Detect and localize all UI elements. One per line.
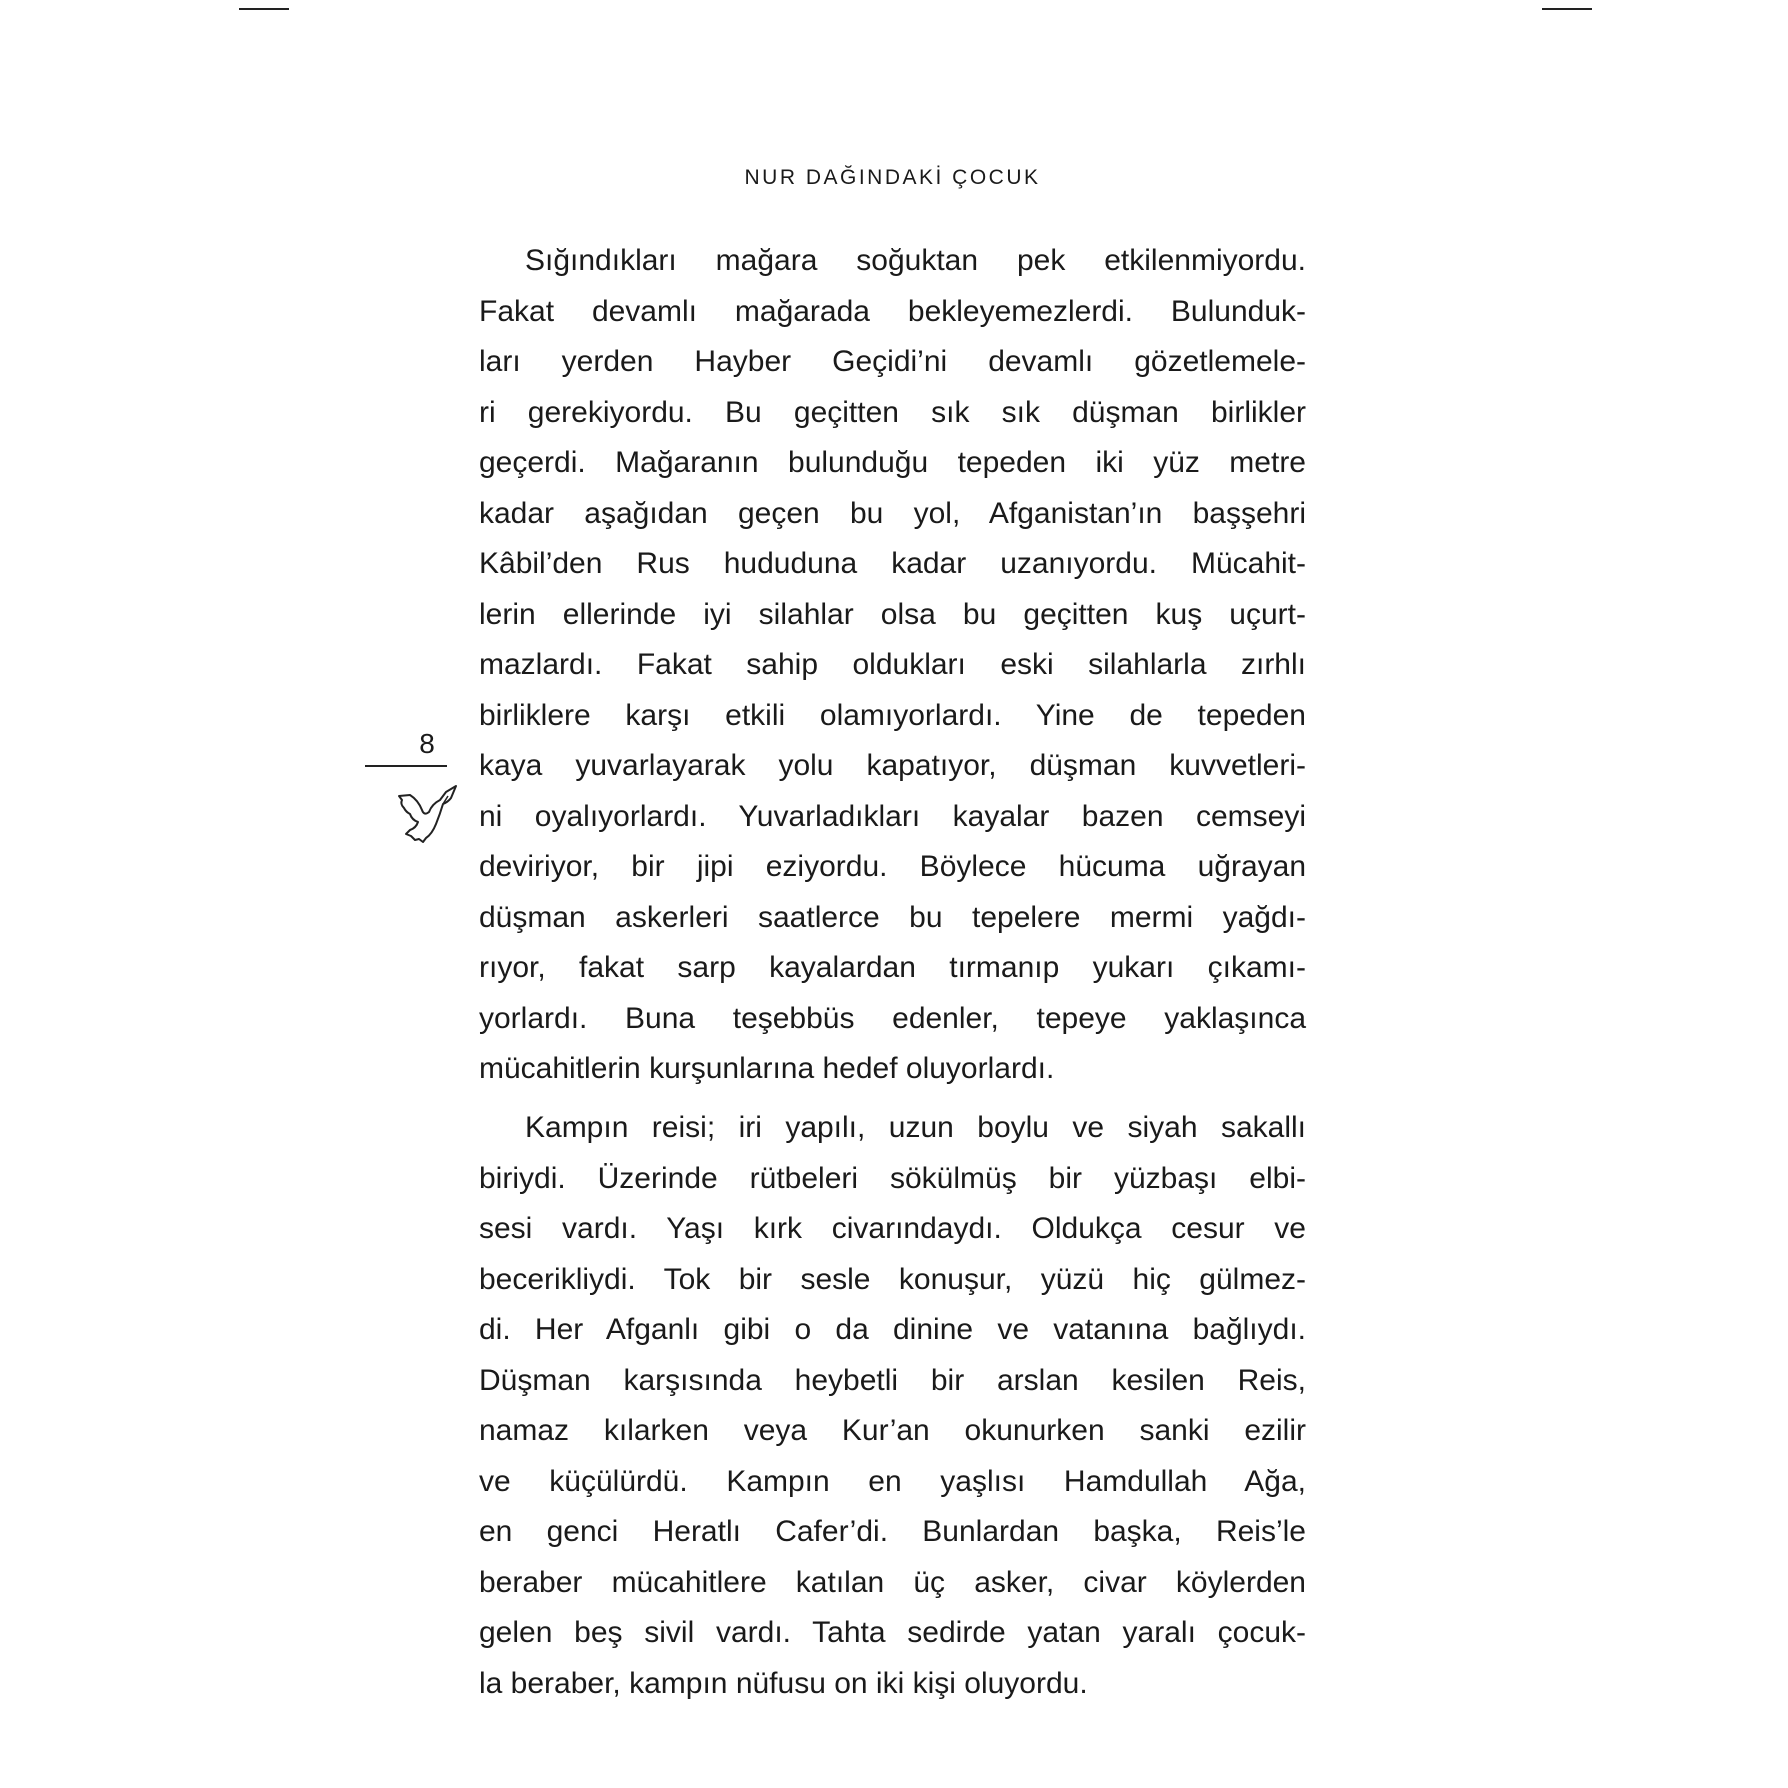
text-line: ve küçülürdü. Kampın en yaşlısı Hamdullah Ağa,: [479, 1464, 1306, 1498]
text-line: ri gerekiyordu. Bu geçitten sık sık düşman birlikler: [479, 395, 1306, 429]
paragraph-2: [479, 1103, 1306, 1709]
text-line: becerikliydi. Tok bir sesle konuşur, yüzü hiç gülmez-: [479, 1262, 1306, 1296]
text-line: mücahitlerin kurşunlarına hedef oluyorlardı.: [479, 1052, 1055, 1085]
text-line: kaya yuvarlayarak yolu kapatıyor, düşman kuvvetleri-: [479, 749, 1306, 782]
text-line: Kâbil’den Rus hududuna kadar uzanıyordu. Mücahit-: [479, 547, 1306, 580]
dove-icon: [396, 782, 460, 848]
text-line: lerin ellerinde iyi silahlar olsa bu geçitten kuş uçurt-: [479, 597, 1306, 631]
text-line: ları yerden Hayber Geçidi’ni devamlı gözetlemele-: [479, 345, 1306, 378]
text-line: mazlardı. Fakat sahip oldukları eski silahlarla zırhlı: [479, 648, 1306, 681]
text-line: beraber mücahitlere katılan üç asker, civar köylerden: [479, 1565, 1306, 1599]
crop-mark-right: [1542, 8, 1592, 10]
page-number-rule: [365, 765, 447, 767]
paragraph-1: [479, 236, 1306, 1095]
crop-mark-left: [239, 8, 289, 10]
text-line: deviriyor, bir jipi eziyordu. Böylece hücuma uğrayan: [479, 850, 1306, 883]
text-line: ni oyalıyorlardı. Yuvarladıkları kayalar bazen cemseyi: [479, 799, 1306, 833]
text-line: en genci Heratlı Cafer’di. Bunlardan başka, Reis’le: [479, 1515, 1306, 1548]
text-line: la beraber, kampın nüfusu on iki kişi oluyordu.: [479, 1666, 1088, 1700]
text-line: düşman askerleri saatlerce bu tepelere mermi yağdı-: [479, 900, 1306, 934]
text-line: di. Her Afganlı gibi o da dinine ve vatanına bağlıydı.: [479, 1313, 1306, 1346]
running-header: NUR DAĞINDAKİ ÇOCUK: [744, 166, 1041, 189]
text-line: birliklere karşı etkili olamıyorlardı. Yine de tepeden: [479, 698, 1306, 732]
text-line: gelen beş sivil vardı. Tahta sedirde yatan yaralı çocuk-: [479, 1616, 1306, 1649]
text-line: Sığındıkları mağara soğuktan pek etkilenmiyordu.: [525, 244, 1306, 277]
page-number: 8: [419, 728, 435, 759]
text-line: Kampın reisi; iri yapılı, uzun boylu ve siyah sakallı: [525, 1111, 1306, 1144]
text-line: kadar aşağıdan geçen bu yol, Afganistan’ın başşehri: [479, 496, 1306, 530]
text-line: biriydi. Üzerinde rütbeleri sökülmüş bir yüzbaşı elbi-: [479, 1161, 1306, 1195]
text-line: Düşman karşısında heybetli bir arslan kesilen Reis,: [479, 1363, 1306, 1397]
text-line: Fakat devamlı mağarada bekleyemezlerdi. Bulunduk-: [479, 294, 1306, 328]
text-line: geçerdi. Mağaranın bulunduğu tepeden iki yüz metre: [479, 446, 1306, 479]
text-line: yorlardı. Buna teşebbüs edenler, tepeye yaklaşınca: [479, 1001, 1306, 1035]
text-line: namaz kılarken veya Kur’an okunurken sanki ezilir: [479, 1414, 1306, 1447]
text-line: rıyor, fakat sarp kayalardan tırmanıp yukarı çıkamı-: [479, 951, 1306, 984]
text-line: sesi vardı. Yaşı kırk civarındaydı. Oldukça cesur ve: [479, 1212, 1306, 1245]
